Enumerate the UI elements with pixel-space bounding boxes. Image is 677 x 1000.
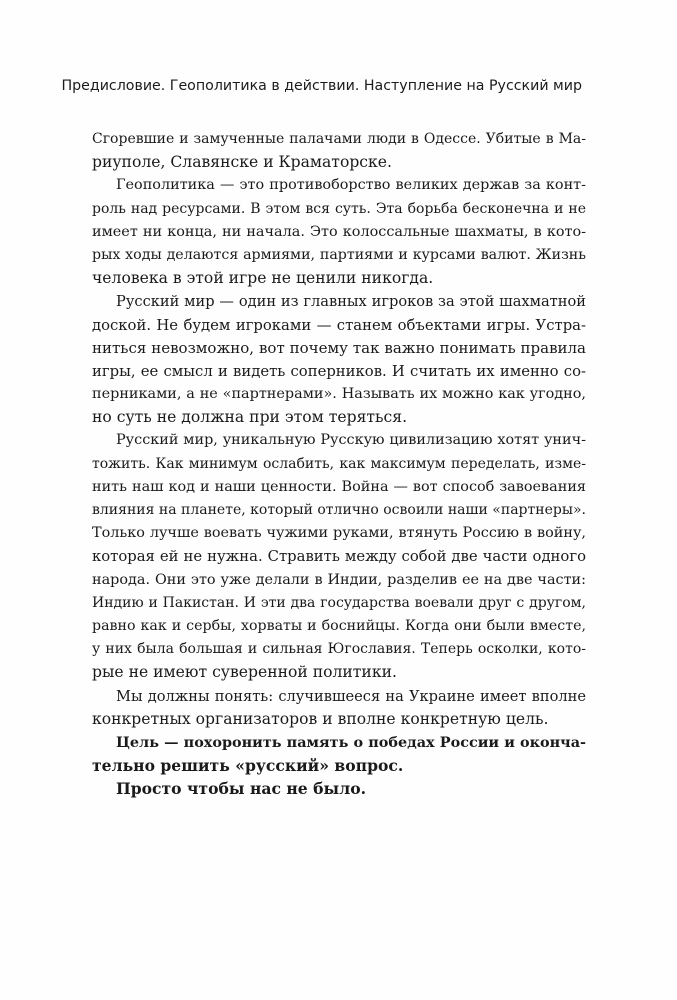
- running-head: Предисловие. Геополитика в действии. Наступление на Русский мир: [61, 78, 582, 94]
- text-line: человека в этой игре не ценили никогда.: [92, 269, 434, 288]
- bold-paragraph: [92, 731, 586, 777]
- paragraph: [92, 685, 586, 731]
- text-line: риуполе, Славянске и Краматорске.: [92, 153, 392, 172]
- text-line: доской. Не будем игроками — станем объектами игры. Устра-: [92, 316, 586, 334]
- text-line: Просто чтобы нас не было.: [116, 779, 367, 799]
- text-line: нить наш код и наши ценности. Война — вот способ завоевания: [92, 478, 586, 495]
- bold-paragraph: [92, 777, 586, 800]
- paragraph: [92, 174, 586, 290]
- text-line: игры, ее смысл и видеть соперников. И считать их именно со-: [92, 362, 586, 380]
- text-line: рые не имеют суверенной политики.: [92, 663, 397, 682]
- text-line: Геополитика — это противоборство великих держав за конт-: [116, 177, 586, 194]
- text-line: у них была большая и сильная Югославия. Теперь осколки, кото-: [92, 641, 586, 658]
- text-line: Цель — похоронить память о победах России и оконча-: [116, 733, 586, 751]
- text-line: Русский мир, уникальную Русскую цивилизацию хотят унич-: [116, 432, 586, 449]
- text-line: Мы должны понять: случившееся на Украине имеет вполне: [116, 687, 586, 705]
- text-line: Русский мир — один из главных игроков за этой шахматной: [116, 293, 586, 311]
- text-line: равно как и сербы, хорваты и боснийцы. Когда они были вместе,: [92, 617, 586, 634]
- text-line: имеет ни конца, ни начала. Это колоссальные шахматы, в кото-: [92, 223, 586, 240]
- text-line: конкретных организаторов и вполне конкретную цель.: [92, 709, 549, 728]
- text-line: Только лучше воевать чужими руками, втянуть Россию в войну,: [92, 525, 586, 542]
- body-text: [92, 128, 586, 800]
- paragraph: [92, 128, 586, 174]
- text-line: влияния на планете, который отлично освоили наши «партнеры».: [92, 502, 586, 518]
- paragraph: [92, 290, 586, 429]
- text-line: Сгоревшие и замученные палачами люди в Одессе. Убитые в Ма-: [92, 131, 586, 147]
- text-line: Индию и Пакистан. И эти два государства воевали друг с другом,: [92, 594, 586, 611]
- text-line: роль над ресурсами. В этом вся суть. Эта борьба бесконечна и не: [92, 200, 586, 217]
- text-line: перниками, а не «партнерами». Называть их можно как угодно,: [92, 386, 586, 403]
- text-line: рых ходы делаются армиями, партиями и курсами валют. Жизнь: [92, 246, 586, 263]
- text-line: но суть не должна при этом теряться.: [92, 408, 408, 427]
- text-line: тожить. Как минимум ослабить, как максимум переделать, изме-: [92, 455, 586, 472]
- paragraph: [92, 429, 586, 684]
- text-line: ниться невозможно, вот почему так важно понимать правила: [92, 338, 586, 357]
- text-line: тельно решить «русский» вопрос.: [92, 756, 404, 776]
- text-line: которая ей не нужна. Стравить между собой две части одного: [92, 548, 586, 566]
- text-line: народа. Они это уже делали в Индии, разделив ее на две части:: [92, 571, 586, 588]
